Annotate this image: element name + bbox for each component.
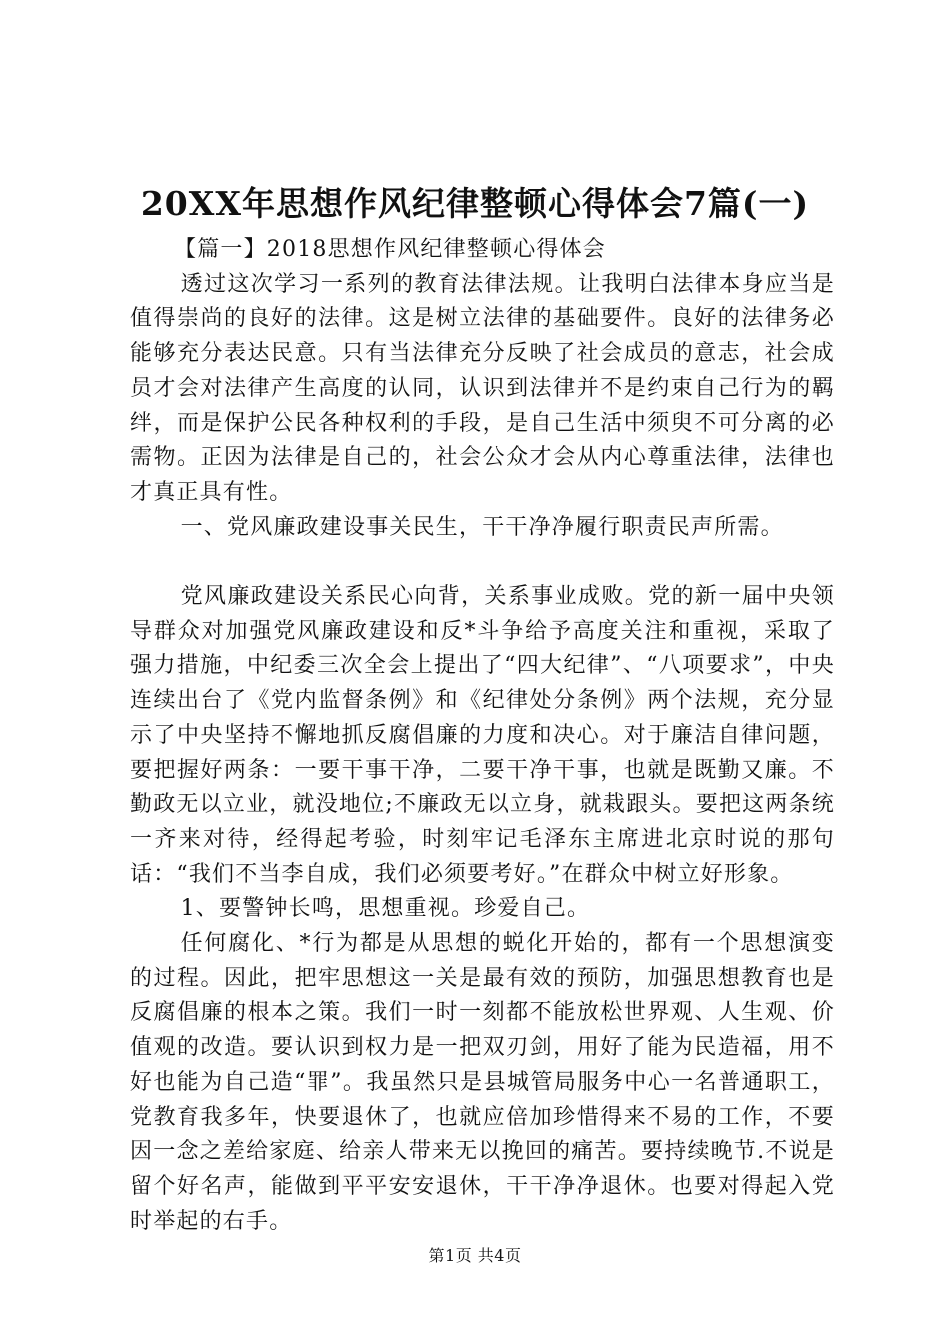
subsection-heading: 一、党风廉政建设事关民生，干干净净履行职责民声所需。 xyxy=(180,514,784,540)
document-body xyxy=(130,233,835,1239)
subsection-heading: 1、要警钟长鸣，思想重视。珍爱自己。 xyxy=(180,896,591,922)
section-heading: 【篇一】2018思想作风纪律整顿心得体会 xyxy=(174,237,606,262)
body-paragraph: 任何腐化、*行为都是从思想的蜕化开始的，都有一个思想演变的过程。因此，把牢思想这一关是最有效的预防，加强思想教育也是反腐倡廉的根本之策。我们一时一刻都不能放松世界观、人生观、价值观的改造。要认识到权力是一把双刃剑，用好了能为民造福，用不好也能为自己造“罪”。我虽然只是县城管局服务中心一名普通职工，党教育我多年，快要退休了，也就应倍加珍惜得来不易的工作，不要因一念之差给家庭、给亲人带来无以挽回的痛苦。要持续晚节.不说是留个好名声，能做到平平安安退休，干干净净退休。也要对得起入党时举起的右手。 xyxy=(130,931,835,1234)
body-paragraph: 透过这次学习一系列的教育法律法规。让我明白法律本身应当是值得崇尚的良好的法律。这是树立法律的基础要件。良好的法律务必能够充分表达民意。只有当法律充分反映了社会成员的意志，社会成员才会对法律产生高度的认同，认识到法律并不是约束自己行为的羁绊，而是保护公民各种权利的手段，是自己生活中须臾不可分离的必需物。正因为法律是自己的，社会公众才会从内心尊重法律，法律也才真正具有性。 xyxy=(130,271,835,505)
page-footer: 第1页 共4页 xyxy=(428,1246,522,1265)
body-paragraph: 党风廉政建设关系民心向背，关系事业成败。党的新一届中央领导群众对加强党风廉政建设和反*斗争给予高度关注和重视，采取了强力措施，中纪委三次全会上提出了“四大纪律”、“八项要求”，中央连续出台了《党内监督条例》和《纪律处分条例》两个法规，充分显示了中央坚持不懈地抓反腐倡廉的力度和决心。对于廉洁自律问题，要把握好两条：一要干事干净，二要干净干事，也就是既勤又廉。不勤政无以立业，就没地位;不廉政无以立身，就栽跟头。要把这两条统一齐来对待，经得起考验，时刻牢记毛泽东主席进北京时说的那句话：“我们不当李自成，我们必须要考好。”在群众中树立好形象。 xyxy=(130,584,835,887)
document-title: 20XX年思想作风纪律整顿心得体会7篇(一) xyxy=(140,184,810,223)
